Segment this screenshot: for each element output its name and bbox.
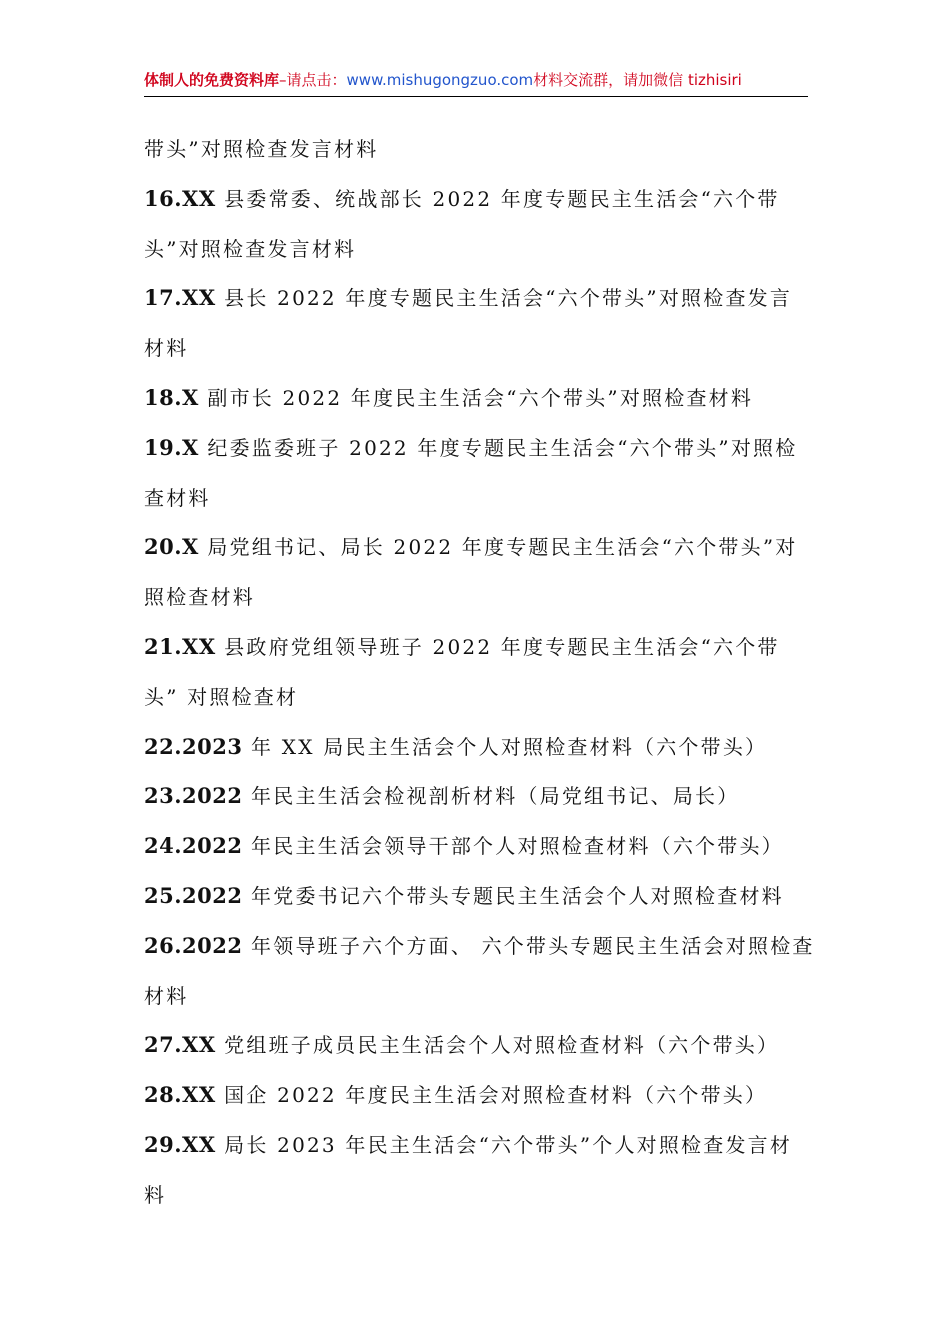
item-text: 县长 2022 年度专题民主生活会“六个带头”对照检查发言 (215, 286, 793, 311)
item-text: 党组班子成员民主生活会个人对照检查材料（六个带头） (215, 1033, 780, 1058)
item-number: 16.XX (144, 185, 216, 211)
list-line (144, 1020, 808, 1070)
item-number: 23.2022 (144, 783, 243, 809)
list-line (144, 722, 808, 772)
page-header (144, 66, 808, 97)
list-line (144, 921, 815, 971)
item-number: 26.2022 (144, 932, 243, 958)
item-number: 22.2023 (144, 733, 243, 759)
header-prompt: –请点击： (279, 71, 347, 89)
item-number: 21.XX (144, 633, 216, 659)
item-text: 国企 2022 年度民主生活会对照检查材料（六个带头） (215, 1083, 768, 1108)
list-line (144, 1070, 808, 1120)
list-line (144, 473, 808, 523)
item-text: 副市长 2022 年度民主生活会“六个带头”对照检查材料 (198, 385, 754, 410)
item-number: 19.X (144, 434, 199, 460)
list-line (144, 1170, 808, 1220)
item-text: 年 XX 局民主生活会个人对照检查材料（六个带头） (242, 734, 768, 759)
item-text: 县政府党组领导班子 2022 年度专题民主生活会“六个带 (215, 634, 780, 659)
item-text: 纪委监委班子 2022 年度专题民主生活会“六个带头”对照检 (198, 435, 798, 460)
item-text: 查材料 (144, 485, 211, 510)
item-text: 年领导班子六个方面、 六个带头专题民主生活会对照检查 (242, 933, 815, 958)
list-line (144, 672, 808, 722)
list-line (144, 323, 808, 373)
item-text: 材料 (144, 983, 189, 1008)
item-text: 料 (144, 1182, 167, 1207)
list-line (144, 771, 808, 821)
item-number: 17.XX (144, 285, 216, 311)
item-text: 局长 2023 年民主生活会“六个带头”个人对照检查发言材 (215, 1132, 793, 1157)
list-line (144, 423, 808, 473)
list-line (144, 373, 808, 423)
header-brand: 体制人的免费资料库 (144, 71, 280, 89)
list-line (144, 871, 808, 921)
item-text: 年民主生活会检视剖析材料（局党组书记、局长） (242, 784, 740, 809)
item-number: 18.X (144, 384, 199, 410)
item-number: 28.XX (144, 1082, 216, 1108)
header-link[interactable]: www.mishugongzuo.com (346, 71, 534, 89)
item-number: 25.2022 (144, 882, 243, 908)
list-line (144, 124, 808, 174)
document-body (144, 124, 815, 1220)
item-text: 照检查材料 (144, 585, 255, 610)
item-text: 带头”对照检查发言材料 (144, 137, 379, 161)
list-line (144, 572, 808, 622)
list-line (144, 1120, 808, 1170)
item-number: 29.XX (144, 1131, 216, 1157)
item-text: 局党组书记、局长 2022 年度专题民主生活会“六个带头”对 (198, 535, 798, 560)
item-text: 材料 (144, 336, 189, 361)
item-text: 头”对照检查发言材料 (144, 236, 357, 261)
list-line (144, 522, 808, 572)
item-text: 年党委书记六个带头专题民主生活会个人对照检查材料 (242, 883, 784, 908)
item-text: 头” 对照检查材 (144, 684, 299, 709)
item-text: 县委常委、统战部长 2022 年度专题民主生活会“六个带 (215, 186, 780, 211)
item-text: 年民主生活会领导干部个人对照检查材料（六个带头） (242, 834, 784, 859)
item-number: 24.2022 (144, 833, 243, 859)
item-number: 27.XX (144, 1032, 216, 1058)
list-line (144, 622, 808, 672)
list-line (144, 821, 808, 871)
list-line (144, 174, 808, 224)
list-line (144, 971, 808, 1021)
header-contact: 材料交流群，请加微信 tizhisiri (533, 71, 742, 89)
list-line (144, 273, 808, 323)
item-number: 20.X (144, 534, 199, 560)
list-line (144, 224, 808, 274)
